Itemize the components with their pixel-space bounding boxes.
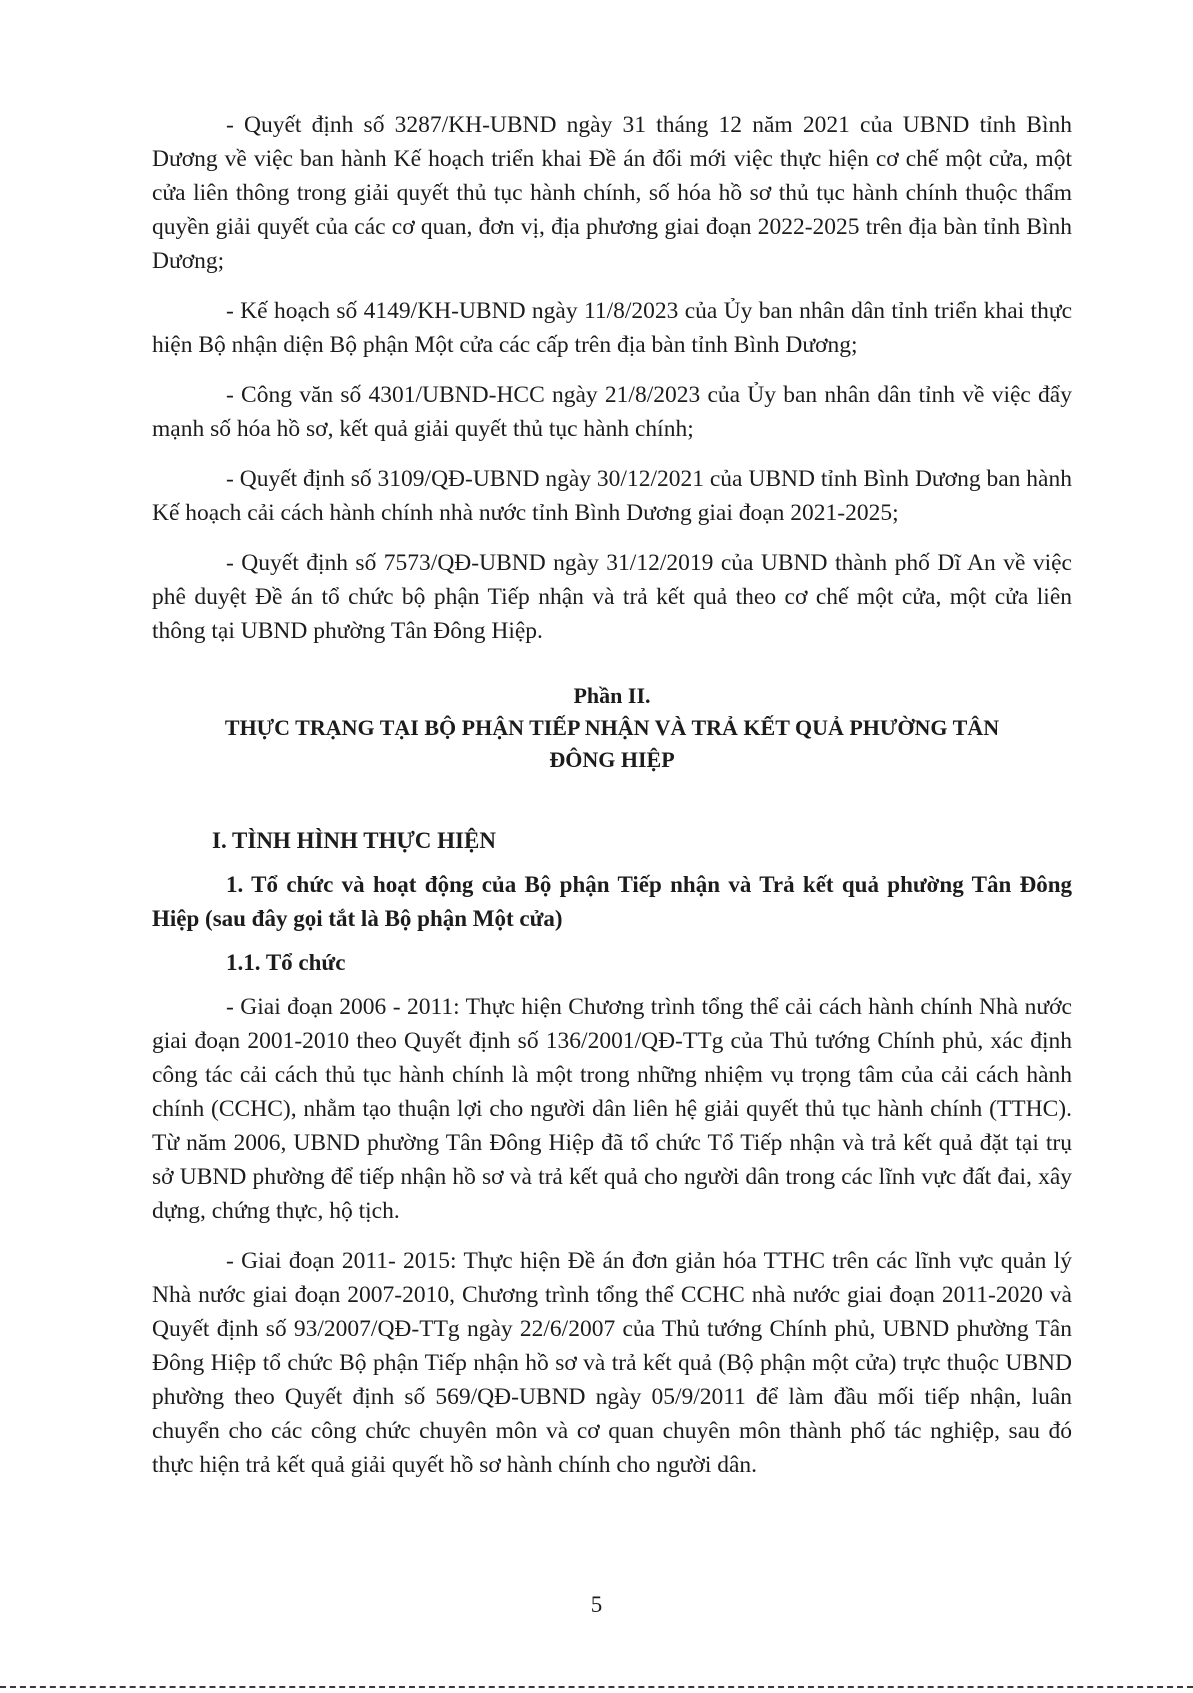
paragraph-period-2006-2011: - Giai đoạn 2006 - 2011: Thực hiện Chương trình tổng thể cải cách hành chính Nhà nước giai đoạn 2001-2010 theo Quyết định số 136/2001/QĐ-TTg của Thủ tướng Chính phủ, xác định công tác cải cách thủ tục hành chính là một trong những nhiệm vụ trọng tâm của cải cách hành chính (CCHC), nhằm tạo thuận lợi cho người dân liên hệ giải quyết thủ tục hành chính (TTHC). Từ năm 2006, UBND phường Tân Đông Hiệp đã tổ chức Tổ Tiếp nhận và trả kết quả đặt tại trụ sở UBND phường để tiếp nhận hồ sơ và trả kết quả cho người dân trong các lĩnh vực đất đai, xây dựng, chứng thực, hộ tịch. <box>152 994 1072 1224</box>
paragraph-decision-7573: - Quyết định số 7573/QĐ-UBND ngày 31/12/2019 của UBND thành phố Dĩ An về việc phê duyệt Đề án tổ chức bộ phận Tiếp nhận và trả kết quả theo cơ chế một cửa, một cửa liên thông tại UBND phường Tân Đông Hiệp. <box>152 550 1072 644</box>
paragraph-decision-3109: - Quyết định số 3109/QĐ-UBND ngày 30/12/2021 của UBND tỉnh Bình Dương ban hành Kế hoạch cải cách hành chính nhà nước tỉnh Bình Dương giai đoạn 2021-2025; <box>152 466 1072 526</box>
scan-edge-divider <box>0 1686 1193 1688</box>
paragraph-dispatch-4301: - Công văn số 4301/UBND-HCC ngày 21/8/2023 của Ủy ban nhân dân tỉnh về việc đẩy mạnh số hóa hồ sơ, kết quả giải quyết thủ tục hành chính; <box>152 382 1072 442</box>
part-label: Phần II. <box>573 683 651 708</box>
paragraph-period-2011-2015: - Giai đoạn 2011- 2015: Thực hiện Đề án đơn giản hóa TTHC trên các lĩnh vực quản lý Nhà nước giai đoạn 2007-2010, Chương trình tổng thể CCHC nhà nước giai đoạn 2011-2020 và Quyết định số 93/2007/QĐ-TTg ngày 22/6/2007 của Thủ tướng Chính phủ, UBND phường Tân Đông Hiệp tổ chức Bộ phận Tiếp nhận hồ sơ và trả kết quả (Bộ phận một cửa) trực thuộc UBND phường theo Quyết định số 569/QĐ-UBND ngày 05/9/2011 để làm đầu mối tiếp nhận, luân chuyển cho các công chức chuyên môn và cơ quan chuyên môn thành phố tác nghiệp, sau đó thực hiện trả kết quả giải quyết hồ sơ hành chính cho người dân. <box>152 1248 1072 1478</box>
paragraph-decision-3287: - Quyết định số 3287/KH-UBND ngày 31 tháng 12 năm 2021 của UBND tỉnh Bình Dương về việc ban hành Kế hoạch triển khai Đề án đổi mới việc thực hiện cơ chế một cửa, một cửa liên thông trong giải quyết thủ tục hành chính, số hóa hồ sơ thủ tục hành chính thuộc thẩm quyền giải quyết của các cơ quan, đơn vị, địa phương giai đoạn 2022-2025 trên địa bàn tỉnh Bình Dương; <box>152 112 1072 274</box>
paragraph-plan-4149: - Kế hoạch số 4149/KH-UBND ngày 11/8/2023 của Ủy ban nhân dân tỉnh triển khai thực hiện Bộ nhận diện Bộ phận Một cửa các cấp trên địa bàn tỉnh Bình Dương; <box>152 298 1072 358</box>
subsection-heading: 1. Tổ chức và hoạt động của Bộ phận Tiếp nhận và Trả kết quả phường Tân Đông Hiệp (sau đây gọi tắt là Bộ phận Một cửa) <box>152 872 1072 931</box>
sub-subsection-heading: 1.1. Tổ chức <box>226 950 346 975</box>
part-title: THỰC TRẠNG TẠI BỘ PHẬN TIẾP NHẬN VÀ TRẢ KẾT QUẢ PHƯỜNG TÂN ĐÔNG HIỆP <box>224 715 1000 772</box>
document-page <box>152 108 1072 1498</box>
section-heading: I. TÌNH HÌNH THỰC HIỆN <box>212 828 496 853</box>
page-number: 5 <box>590 1592 603 1617</box>
